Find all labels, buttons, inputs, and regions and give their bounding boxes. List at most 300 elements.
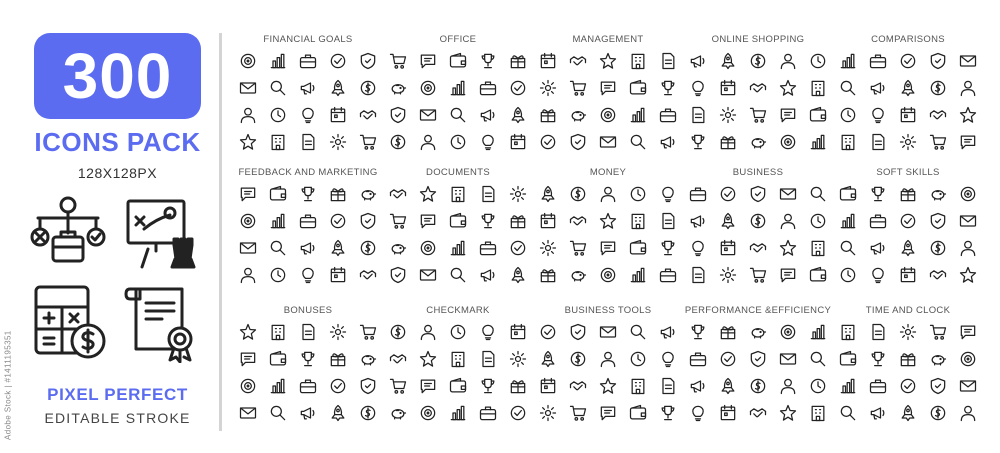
user-icon [596, 347, 620, 371]
piggy-icon [386, 236, 410, 260]
magnifier-icon [266, 76, 290, 100]
wallet-icon [446, 374, 470, 398]
briefcase-icon [476, 76, 500, 100]
star-icon [956, 263, 980, 287]
cart-icon [926, 320, 950, 344]
coin-icon [356, 401, 380, 425]
user-icon [956, 236, 980, 260]
handshake-icon [566, 374, 590, 398]
cart-icon [356, 320, 380, 344]
icon-grid [836, 49, 980, 154]
calendar-icon [896, 263, 920, 287]
shield-icon [356, 209, 380, 233]
wallet-icon [836, 347, 860, 371]
shield-icon [386, 263, 410, 287]
piggy-icon [566, 263, 590, 287]
clock-icon [836, 103, 860, 127]
chat-icon [776, 103, 800, 127]
wallet-icon [446, 49, 470, 73]
wallet-icon [626, 76, 650, 100]
target-icon [776, 130, 800, 154]
check-icon [536, 320, 560, 344]
clock-icon [446, 320, 470, 344]
gear-icon [716, 263, 740, 287]
document-icon [476, 347, 500, 371]
check-icon [506, 401, 530, 425]
briefcase-icon [296, 209, 320, 233]
category-title: BUSINESS TOOLS [564, 305, 652, 316]
shield-icon [746, 182, 770, 206]
icon-grid [686, 320, 830, 425]
coin-icon [926, 236, 950, 260]
gear-icon [536, 236, 560, 260]
megaphone-icon [476, 103, 500, 127]
magnifier-icon [806, 347, 830, 371]
trophy-icon [476, 209, 500, 233]
cart-icon [926, 130, 950, 154]
category-documents [383, 156, 533, 287]
handshake-icon [386, 182, 410, 206]
cart-icon [566, 76, 590, 100]
megaphone-icon [656, 130, 680, 154]
cart-icon [566, 236, 590, 260]
check-icon [506, 76, 530, 100]
document-icon [296, 130, 320, 154]
cart-icon [746, 263, 770, 287]
handshake-icon [926, 263, 950, 287]
chart-icon [266, 209, 290, 233]
building-icon [806, 236, 830, 260]
magnifier-icon [806, 182, 830, 206]
rocket-icon [896, 236, 920, 260]
category-bonuses [233, 294, 383, 425]
category-title: PERFORMANCE &EFFICIENCY [684, 305, 832, 316]
mail-icon [236, 236, 260, 260]
document-icon [866, 130, 890, 154]
megaphone-icon [866, 236, 890, 260]
piggy-icon [746, 320, 770, 344]
piggy-icon [386, 401, 410, 425]
category-office [383, 23, 533, 154]
category-title: SOFT SKILLS [876, 167, 940, 178]
divider [219, 33, 222, 431]
document-icon [296, 320, 320, 344]
category-title: MONEY [589, 167, 627, 178]
coin-icon [566, 182, 590, 206]
user-icon [776, 49, 800, 73]
star-icon [236, 320, 260, 344]
category-title: COMPARISONS [871, 34, 945, 45]
bulb-icon [296, 103, 320, 127]
chart-icon [626, 103, 650, 127]
rocket-icon [506, 263, 530, 287]
calendar-icon [536, 209, 560, 233]
category-title: FINANCIAL GOALS [263, 34, 353, 45]
megaphone-icon [296, 76, 320, 100]
mail-icon [596, 130, 620, 154]
briefcase-icon [656, 103, 680, 127]
target-icon [956, 347, 980, 371]
balance-briefcase-icon [28, 193, 108, 273]
check-icon [326, 374, 350, 398]
rocket-icon [326, 236, 350, 260]
check-icon [716, 182, 740, 206]
icon-grid [536, 320, 680, 425]
bulb-icon [656, 182, 680, 206]
megaphone-icon [656, 320, 680, 344]
calendar-icon [716, 401, 740, 425]
check-icon [326, 49, 350, 73]
gift-icon [506, 374, 530, 398]
gift-icon [506, 209, 530, 233]
wallet-icon [626, 401, 650, 425]
pixel-perfect-label: PIXEL PERFECT [47, 385, 188, 404]
megaphone-icon [296, 401, 320, 425]
chart-icon [626, 263, 650, 287]
chart-icon [806, 320, 830, 344]
check-icon [716, 347, 740, 371]
piggy-icon [356, 182, 380, 206]
shield-icon [386, 103, 410, 127]
icon-grid [536, 49, 680, 154]
cart-icon [386, 209, 410, 233]
trophy-icon [296, 347, 320, 371]
mail-icon [776, 347, 800, 371]
document-icon [656, 49, 680, 73]
coin-icon [746, 374, 770, 398]
calendar-icon [506, 320, 530, 344]
chart-icon [446, 76, 470, 100]
clock-icon [266, 103, 290, 127]
building-icon [806, 401, 830, 425]
category-title: BONUSES [283, 305, 333, 316]
magnifier-icon [836, 236, 860, 260]
megaphone-icon [686, 49, 710, 73]
user-icon [236, 263, 260, 287]
clock-icon [626, 182, 650, 206]
coin-icon [356, 76, 380, 100]
calendar-icon [716, 76, 740, 100]
bulb-icon [686, 401, 710, 425]
star-icon [596, 209, 620, 233]
document-icon [866, 320, 890, 344]
building-icon [266, 130, 290, 154]
chat-icon [596, 401, 620, 425]
building-icon [626, 209, 650, 233]
megaphone-icon [866, 76, 890, 100]
wallet-icon [626, 236, 650, 260]
shield-icon [566, 130, 590, 154]
category-money [533, 156, 683, 287]
star-icon [596, 374, 620, 398]
briefcase-icon [866, 49, 890, 73]
handshake-icon [386, 347, 410, 371]
cart-icon [386, 374, 410, 398]
mail-icon [416, 103, 440, 127]
category-comparisons [833, 23, 983, 154]
icon-grid [236, 320, 380, 425]
rocket-icon [716, 209, 740, 233]
document-icon [656, 374, 680, 398]
category-title: CHECKMARK [426, 305, 490, 316]
megaphone-icon [866, 401, 890, 425]
rocket-icon [326, 401, 350, 425]
briefcase-icon [476, 236, 500, 260]
pack-size: 128X128PX [77, 165, 158, 181]
megaphone-icon [686, 209, 710, 233]
briefcase-icon [296, 49, 320, 73]
mail-icon [956, 209, 980, 233]
star-icon [416, 182, 440, 206]
user-icon [596, 182, 620, 206]
user-icon [776, 374, 800, 398]
rocket-icon [896, 401, 920, 425]
trophy-icon [866, 347, 890, 371]
icon-grid [236, 182, 380, 287]
shield-icon [746, 347, 770, 371]
user-icon [236, 103, 260, 127]
icon-grid [386, 320, 530, 425]
building-icon [836, 320, 860, 344]
mail-icon [776, 182, 800, 206]
trophy-icon [656, 236, 680, 260]
clock-icon [446, 130, 470, 154]
briefcase-icon [866, 374, 890, 398]
briefcase-icon [686, 182, 710, 206]
star-icon [596, 49, 620, 73]
wallet-icon [836, 182, 860, 206]
star-icon [776, 76, 800, 100]
coin-icon [566, 347, 590, 371]
star-icon [416, 347, 440, 371]
cart-icon [746, 103, 770, 127]
category-business [683, 156, 833, 287]
star-icon [236, 130, 260, 154]
icon-grid [686, 49, 830, 154]
chart-icon [836, 374, 860, 398]
mail-icon [236, 76, 260, 100]
gear-icon [536, 401, 560, 425]
building-icon [266, 320, 290, 344]
bulb-icon [866, 263, 890, 287]
category-title: BUSINESS [732, 167, 784, 178]
chart-icon [836, 209, 860, 233]
calendar-icon [326, 263, 350, 287]
chat-icon [416, 49, 440, 73]
clock-icon [266, 263, 290, 287]
rocket-icon [716, 49, 740, 73]
chat-icon [956, 130, 980, 154]
target-icon [236, 209, 260, 233]
trophy-icon [866, 182, 890, 206]
bulb-icon [476, 320, 500, 344]
rocket-icon [536, 347, 560, 371]
handshake-icon [746, 401, 770, 425]
coin-icon [386, 320, 410, 344]
count-badge [34, 33, 201, 119]
gear-icon [716, 103, 740, 127]
magnifier-icon [626, 320, 650, 344]
trophy-icon [686, 130, 710, 154]
calendar-icon [536, 374, 560, 398]
rocket-icon [536, 182, 560, 206]
rocket-icon [326, 76, 350, 100]
shield-icon [566, 320, 590, 344]
check-icon [536, 130, 560, 154]
building-icon [626, 49, 650, 73]
icon-grid [386, 182, 530, 287]
gear-icon [506, 347, 530, 371]
star-icon [956, 103, 980, 127]
shield-icon [926, 209, 950, 233]
category-feedback-marketing [233, 156, 383, 287]
calendar-icon [536, 49, 560, 73]
icon-grid [836, 320, 980, 425]
briefcase-icon [686, 347, 710, 371]
target-icon [236, 49, 260, 73]
wallet-icon [446, 209, 470, 233]
coin-icon [746, 49, 770, 73]
briefcase-icon [476, 401, 500, 425]
gift-icon [536, 263, 560, 287]
icon-grid [536, 182, 680, 287]
document-icon [686, 103, 710, 127]
bulb-icon [656, 347, 680, 371]
briefcase-icon [296, 374, 320, 398]
category-title: FEEDBACK AND MARKETING [238, 167, 378, 178]
magnifier-icon [836, 401, 860, 425]
magnifier-icon [626, 130, 650, 154]
category-title: TIME AND CLOCK [865, 305, 951, 316]
calendar-icon [326, 103, 350, 127]
chat-icon [236, 182, 260, 206]
calendar-icon [716, 236, 740, 260]
bulb-icon [686, 76, 710, 100]
target-icon [416, 236, 440, 260]
piggy-icon [926, 347, 950, 371]
category-time-clock [833, 294, 983, 425]
category-financial-goals [233, 23, 383, 154]
wallet-icon [806, 263, 830, 287]
mail-icon [956, 374, 980, 398]
building-icon [806, 76, 830, 100]
chart-icon [266, 374, 290, 398]
cart-icon [566, 401, 590, 425]
trophy-icon [656, 401, 680, 425]
gift-icon [716, 320, 740, 344]
cart-icon [356, 130, 380, 154]
user-icon [416, 130, 440, 154]
document-icon [656, 209, 680, 233]
bulb-icon [686, 236, 710, 260]
magnifier-icon [446, 103, 470, 127]
trophy-icon [476, 374, 500, 398]
building-icon [446, 347, 470, 371]
calculator-dollar-icon [30, 283, 110, 363]
handshake-icon [356, 263, 380, 287]
wallet-icon [266, 182, 290, 206]
icon-grid [386, 49, 530, 154]
target-icon [596, 103, 620, 127]
shield-icon [926, 374, 950, 398]
bulb-icon [296, 263, 320, 287]
strategy-board-icon [122, 193, 202, 273]
rocket-icon [896, 76, 920, 100]
chart-icon [446, 236, 470, 260]
target-icon [236, 374, 260, 398]
mail-icon [596, 320, 620, 344]
clock-icon [806, 209, 830, 233]
category-business-tools [533, 294, 683, 425]
gear-icon [896, 130, 920, 154]
briefcase-icon [656, 263, 680, 287]
user-icon [956, 76, 980, 100]
calendar-icon [896, 103, 920, 127]
star-icon [776, 236, 800, 260]
chat-icon [416, 209, 440, 233]
check-icon [896, 49, 920, 73]
gear-icon [536, 76, 560, 100]
coin-icon [356, 236, 380, 260]
check-icon [896, 209, 920, 233]
handshake-icon [926, 103, 950, 127]
gift-icon [896, 182, 920, 206]
trophy-icon [686, 320, 710, 344]
clock-icon [836, 263, 860, 287]
target-icon [956, 182, 980, 206]
stock-id-watermark: Adobe Stock | #1411195351 [3, 330, 13, 440]
coin-icon [926, 76, 950, 100]
bulb-icon [476, 130, 500, 154]
wallet-icon [806, 103, 830, 127]
gift-icon [326, 182, 350, 206]
piggy-icon [566, 103, 590, 127]
chat-icon [956, 320, 980, 344]
chat-icon [776, 263, 800, 287]
target-icon [416, 401, 440, 425]
rocket-icon [716, 374, 740, 398]
chat-icon [596, 76, 620, 100]
megaphone-icon [296, 236, 320, 260]
user-icon [776, 209, 800, 233]
rocket-icon [506, 103, 530, 127]
handshake-icon [746, 76, 770, 100]
mail-icon [236, 401, 260, 425]
shield-icon [356, 374, 380, 398]
coin-icon [746, 209, 770, 233]
handshake-icon [566, 49, 590, 73]
target-icon [416, 76, 440, 100]
gift-icon [896, 347, 920, 371]
category-soft-skills [833, 156, 983, 287]
gear-icon [506, 182, 530, 206]
handshake-icon [746, 236, 770, 260]
building-icon [446, 182, 470, 206]
coin-icon [926, 401, 950, 425]
chart-icon [806, 130, 830, 154]
magnifier-icon [266, 401, 290, 425]
chat-icon [236, 347, 260, 371]
piggy-icon [356, 347, 380, 371]
category-checkmark [383, 294, 533, 425]
icon-grid [836, 182, 980, 287]
check-icon [506, 236, 530, 260]
gift-icon [506, 49, 530, 73]
user-icon [956, 401, 980, 425]
chat-icon [416, 374, 440, 398]
gear-icon [326, 320, 350, 344]
check-icon [326, 209, 350, 233]
